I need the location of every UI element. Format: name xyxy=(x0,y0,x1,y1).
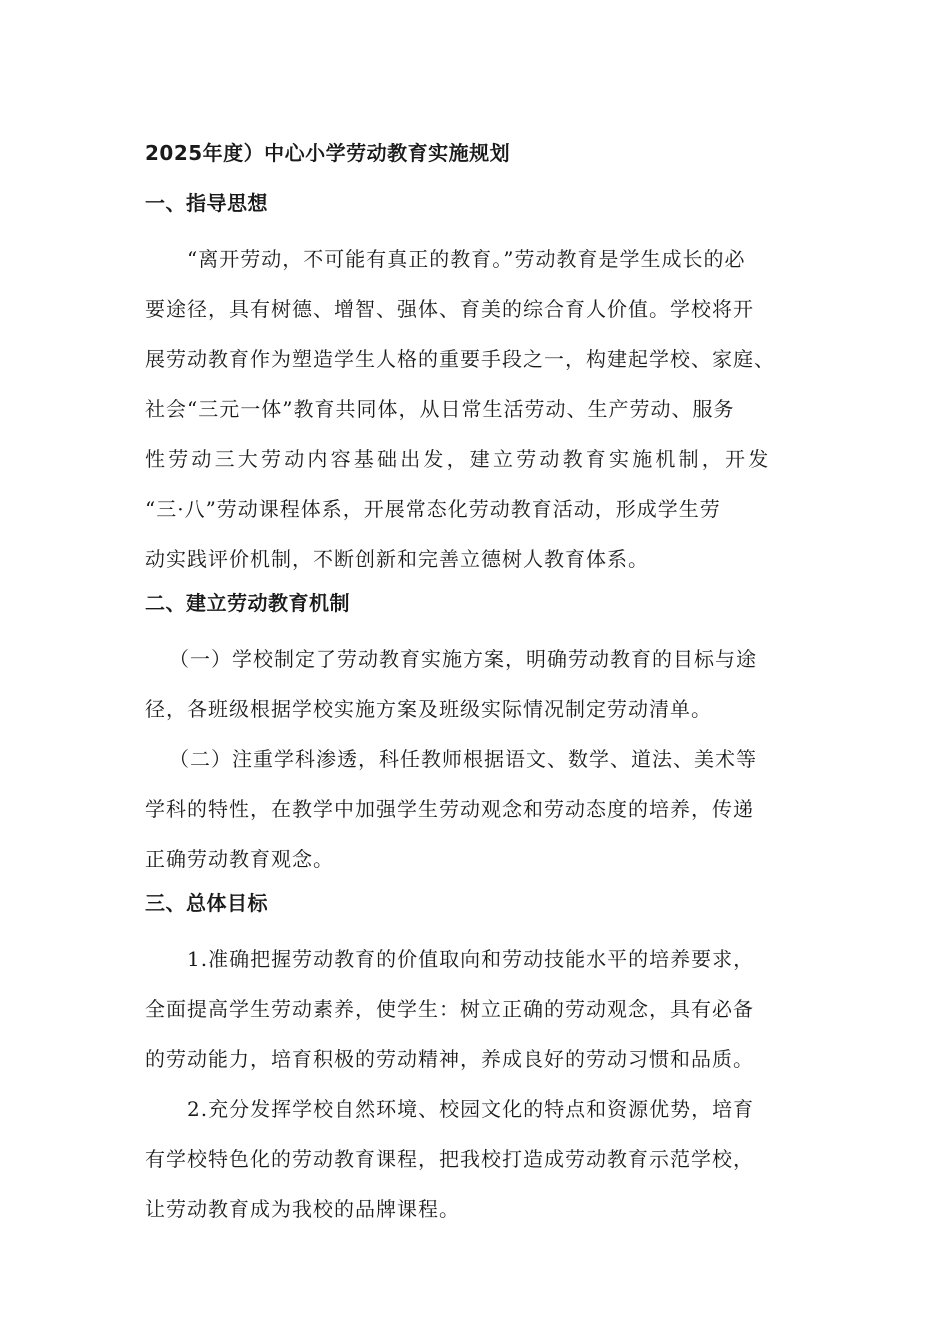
paragraph-line: 要途径，具有树德、增智、强体、育美的综合育人价值。学校将开 xyxy=(145,297,754,321)
section-heading-overall-goals: 三、总体目标 xyxy=(145,891,268,915)
paragraph xyxy=(145,634,825,734)
paragraph xyxy=(145,1084,825,1234)
paragraph-line: 让劳动教育成为我校的品牌课程。 xyxy=(145,1197,460,1221)
paragraph-line: 径，各班级根据学校实施方案及班级实际情况制定劳动清单。 xyxy=(145,697,712,721)
paragraph xyxy=(145,934,825,1084)
paragraph-line: 动实践评价机制，不断创新和完善立德树人教育体系。 xyxy=(145,547,649,571)
document-body xyxy=(145,134,825,1234)
paragraph-line: 社会“三元一体”教育共同体，从日常生活劳动、生产劳动、服务 xyxy=(145,397,735,421)
paragraph-line: 全面提高学生劳动素养，使学生：树立正确的劳动观念，具有必备 xyxy=(145,997,754,1021)
paragraph-line: 有学校特色化的劳动教育课程，把我校打造成劳动教育示范学校， xyxy=(145,1147,754,1171)
paragraph-line: 展劳动教育作为塑造学生人格的重要手段之一，构建起学校、家庭、 xyxy=(145,347,775,371)
paragraph xyxy=(145,734,825,884)
paragraph xyxy=(145,234,825,584)
paragraph-line: “三·八”劳动课程体系，开展常态化劳动教育活动，形成学生劳 xyxy=(145,497,721,521)
paragraph-line: 1.准确把握劳动教育的价值取向和劳动技能水平的培养要求， xyxy=(187,947,755,971)
section-heading-mechanism: 二、建立劳动教育机制 xyxy=(145,591,350,615)
paragraph-line: 的劳动能力，培育积极的劳动精神，养成良好的劳动习惯和品质。 xyxy=(145,1047,754,1071)
paragraph-line: 性劳动三大劳动内容基础出发，建立劳动教育实施机制，开发 xyxy=(145,447,772,471)
paragraph-line: 学科的特性，在教学中加强学生劳动观念和劳动态度的培养，传递 xyxy=(145,797,754,821)
paragraph-line: “离开劳动，不可能有真正的教育。”劳动教育是学生成长的必 xyxy=(187,247,746,271)
paragraph-line: （二）注重学科渗透，科任教师根据语文、数学、道法、美术等 xyxy=(169,747,757,771)
paragraph-line: （一）学校制定了劳动教育实施方案，明确劳动教育的目标与途 xyxy=(169,647,757,671)
document-title: 2025年度）中心小学劳动教育实施规划 xyxy=(145,141,511,165)
section-heading-guiding-ideology: 一、指导思想 xyxy=(145,191,268,215)
paragraph-line: 正确劳动教育观念。 xyxy=(145,847,334,871)
paragraph-line: 2.充分发挥学校自然环境、校园文化的特点和资源优势，培育 xyxy=(187,1097,755,1121)
